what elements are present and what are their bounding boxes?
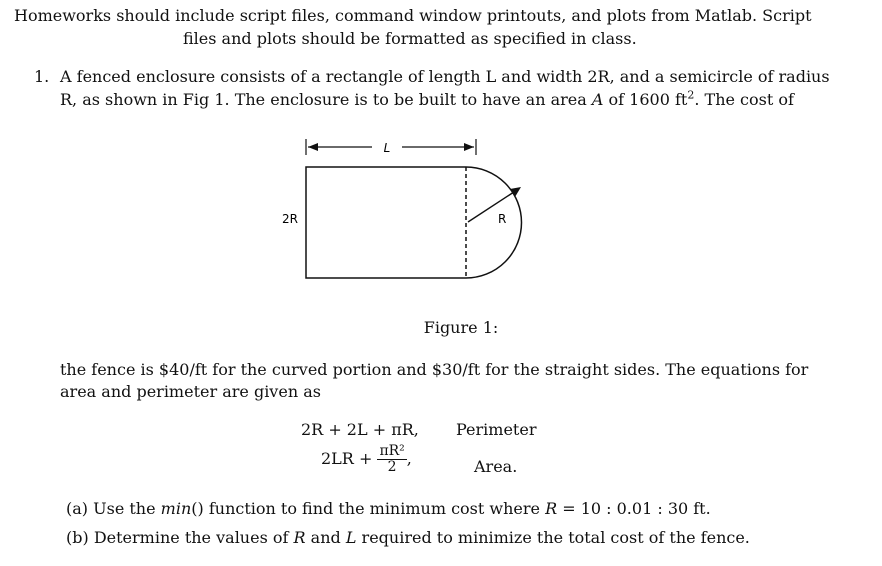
intro-line-2: files and plots should be formatted as specified in class. (183, 29, 637, 48)
label-2R: 2R (282, 212, 298, 226)
area-expr-suffix: , (406, 449, 412, 468)
part-a-text-1: Use the (93, 499, 161, 518)
dimension-arrow-right (464, 143, 474, 151)
problem-line-2-c: . The cost of (694, 90, 794, 109)
part-b-text-1: Determine the values of (93, 528, 294, 547)
part-a-text-2: () function to find the minimum cost where (191, 499, 546, 518)
area-fraction-numerator: πR² (379, 443, 405, 459)
area-variable: A (591, 90, 604, 109)
label-L: L (383, 141, 391, 155)
label-R: R (498, 212, 507, 226)
problem-line-1: A fenced enclosure consists of a rectangle of length L and width 2R, and a semicircle of radius (60, 67, 830, 86)
perimeter-label: Perimeter (456, 420, 537, 439)
dimension-arrow-left (308, 143, 318, 151)
part-b-text-3: required to minimize the total cost of the fence. (356, 528, 750, 547)
part-b (66, 528, 750, 548)
squared-superscript: 2 (687, 88, 695, 102)
part-a-label: (a) (66, 499, 89, 518)
semicircle (466, 167, 522, 278)
problem-line-2 (60, 90, 794, 110)
part-a-var: R (545, 499, 558, 518)
part-a-func: min (160, 499, 192, 518)
intro-line-1: Homeworks should include script files, command window printouts, and plots from Matlab. Script (14, 6, 812, 25)
area-fraction-denominator: 2 (387, 459, 397, 475)
figure-caption: Figure 1: (423, 318, 499, 337)
problem-continued-1: the fence is $40/ft for the curved portion and $30/ft for the straight sides. The equations for (60, 360, 809, 379)
problem-line-2-a: R, as shown in Fig 1. The enclosure is to be built to have an area (60, 90, 592, 109)
part-b-text-2: and (305, 528, 346, 547)
perimeter-equation: 2R + 2L + πR, (301, 420, 419, 439)
rectangle-sides (306, 167, 466, 278)
part-b-var-2: L (345, 528, 357, 547)
part-a (66, 499, 711, 519)
area-fraction (377, 444, 406, 475)
area-label: Area. (474, 457, 518, 476)
part-b-var-1: R (293, 528, 306, 547)
area-equation (321, 444, 412, 475)
part-a-text-3: = 10 : 0.01 : 30 ft. (557, 499, 711, 518)
problem-line-2-b: of 1600 ft (603, 90, 688, 109)
radius-line (468, 190, 517, 222)
enclosure-figure (270, 135, 540, 285)
problem-number: 1. (34, 67, 50, 86)
area-expr-prefix: 2LR + (321, 449, 378, 468)
part-b-label: (b) (66, 528, 89, 547)
problem-continued-2: area and perimeter are given as (60, 382, 321, 401)
